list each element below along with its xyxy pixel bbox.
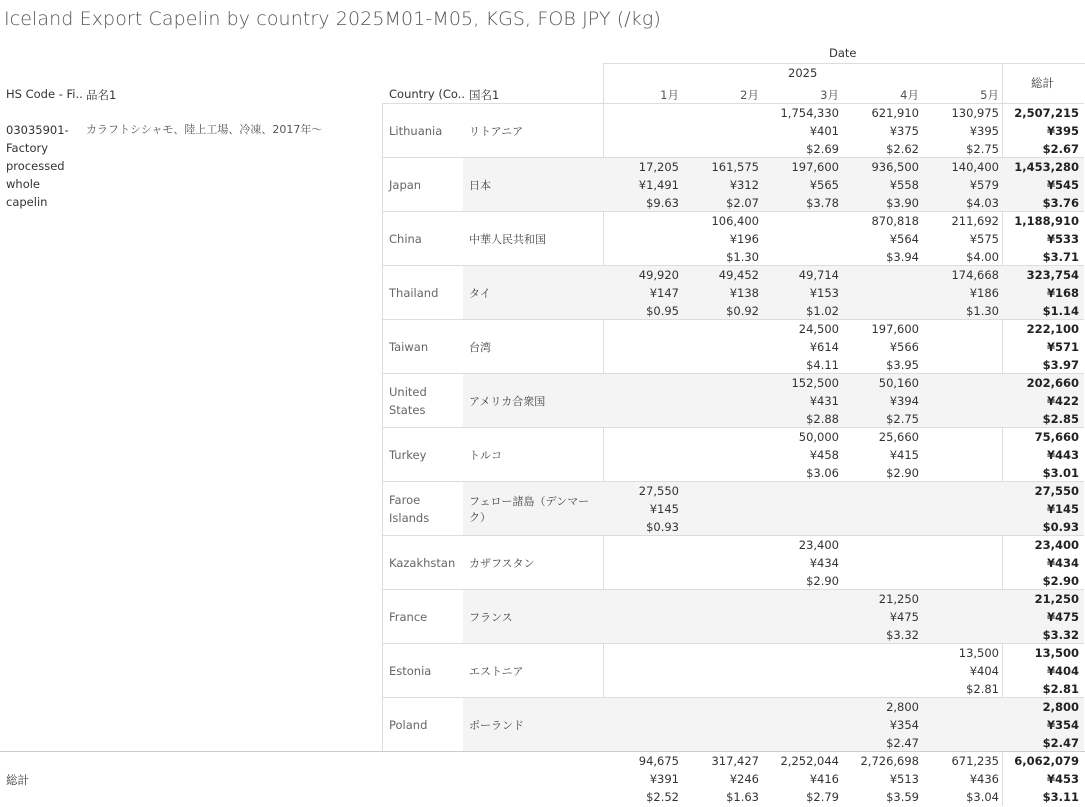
month-value-cell[interactable] xyxy=(764,374,839,428)
value-kgs: 21,250 xyxy=(878,592,919,606)
month-value-cell[interactable] xyxy=(844,536,919,590)
value-usd: $2.85 xyxy=(1042,412,1079,426)
value-usd: $2.79 xyxy=(806,790,839,804)
month-value-cell[interactable] xyxy=(764,158,839,212)
total-cell[interactable] xyxy=(1004,644,1079,698)
value-jpy: ¥422 xyxy=(1046,394,1079,408)
value-usd: $3.97 xyxy=(1042,358,1079,372)
value-jpy: ¥434 xyxy=(809,556,839,570)
month-value-cell[interactable] xyxy=(684,698,759,752)
month-value-cell[interactable] xyxy=(844,590,919,644)
value-jpy: ¥571 xyxy=(1046,340,1079,354)
hs-code-desc-line: whole xyxy=(6,177,41,191)
month-value-cell[interactable] xyxy=(924,482,999,536)
total-cell[interactable] xyxy=(1004,374,1079,428)
value-usd: $3.01 xyxy=(1042,466,1079,480)
total-column-header[interactable]: 総計 xyxy=(1031,76,1054,90)
value-usd: $1.02 xyxy=(806,304,839,318)
country-name-jp-cell[interactable]: エストニア xyxy=(469,665,524,678)
country-cell[interactable]: France xyxy=(389,610,428,624)
value-kgs: 211,692 xyxy=(951,214,999,228)
value-kgs: 317,427 xyxy=(711,754,759,768)
month-value-cell[interactable] xyxy=(924,590,999,644)
value-kgs: 50,000 xyxy=(798,430,839,444)
value-usd: $3.94 xyxy=(886,250,919,264)
value-jpy: ¥614 xyxy=(809,340,839,354)
table-row xyxy=(382,535,1084,590)
month-value-cell[interactable] xyxy=(684,752,759,806)
country-cell[interactable]: China xyxy=(389,232,422,246)
value-kgs: 94,675 xyxy=(638,754,679,768)
month-value-cell[interactable] xyxy=(604,374,679,428)
value-kgs: 2,800 xyxy=(886,700,919,714)
month-value-cell[interactable] xyxy=(684,374,759,428)
table-row xyxy=(382,427,1084,482)
month-value-cell[interactable] xyxy=(684,482,759,536)
value-usd: $3.90 xyxy=(886,196,919,210)
month-value-cell[interactable] xyxy=(924,644,999,698)
month-header-4[interactable]: 4月 xyxy=(900,88,919,102)
month-value-cell[interactable] xyxy=(924,374,999,428)
hs-code-desc-line: capelin xyxy=(6,195,48,209)
month-value-cell[interactable] xyxy=(844,266,919,320)
value-usd: $3.78 xyxy=(806,196,839,210)
year-column-header[interactable]: 2025 xyxy=(788,66,818,80)
month-value-cell[interactable] xyxy=(684,212,759,266)
month-value-cell[interactable] xyxy=(764,320,839,374)
month-value-cell[interactable] xyxy=(844,482,919,536)
country-name-jp-cell[interactable]: 日本 xyxy=(463,158,604,212)
month-value-cell[interactable] xyxy=(764,212,839,266)
month-value-cell[interactable] xyxy=(844,320,919,374)
value-jpy: ¥375 xyxy=(889,124,919,138)
value-usd: $4.03 xyxy=(966,196,999,210)
value-jpy: ¥145 xyxy=(1046,502,1079,516)
value-usd: $0.95 xyxy=(646,304,679,318)
value-usd: $2.67 xyxy=(1042,142,1079,156)
value-kgs: 24,500 xyxy=(798,322,839,336)
country-cell[interactable]: Thailand xyxy=(389,286,439,300)
value-usd: $9.63 xyxy=(646,196,679,210)
hs-code-cell[interactable] xyxy=(6,121,76,211)
value-usd: $0.93 xyxy=(646,520,679,534)
month-value-cell[interactable] xyxy=(684,428,759,482)
value-jpy: ¥354 xyxy=(1046,718,1079,732)
page-title: Iceland Export Capelin by country 2025M01-M05, KGS, FOB JPY (/kg) xyxy=(4,8,661,30)
table-row xyxy=(382,373,1084,428)
value-usd: $3.71 xyxy=(1042,250,1079,264)
month-value-cell[interactable] xyxy=(604,590,679,644)
value-jpy: ¥147 xyxy=(649,286,679,300)
value-jpy: ¥404 xyxy=(1046,664,1079,678)
value-usd: $1.30 xyxy=(966,304,999,318)
value-jpy: ¥391 xyxy=(649,772,679,786)
hs-code-header[interactable]: HS Code - Fi.. xyxy=(6,87,83,101)
country-cell[interactable]: Lithuania xyxy=(389,124,443,138)
row-value-cells xyxy=(604,266,1084,320)
value-usd: $2.52 xyxy=(646,790,679,804)
value-jpy: ¥475 xyxy=(1046,610,1079,624)
table-row xyxy=(382,319,1084,374)
value-jpy: ¥513 xyxy=(889,772,919,786)
value-kgs: 197,600 xyxy=(791,160,839,174)
value-jpy: ¥168 xyxy=(1046,286,1079,300)
value-kgs: 25,660 xyxy=(878,430,919,444)
value-kgs: 1,453,280 xyxy=(1014,160,1079,174)
value-usd: $2.62 xyxy=(886,142,919,156)
hs-code-desc-line: processed xyxy=(6,159,65,173)
month-value-cell[interactable] xyxy=(604,644,679,698)
value-kgs: 671,235 xyxy=(951,754,999,768)
value-kgs: 49,714 xyxy=(798,268,839,282)
country-name-jp-cell[interactable]: フランス xyxy=(463,590,604,644)
total-cell[interactable] xyxy=(1004,536,1079,590)
country-cell[interactable]: Kazakhstan xyxy=(389,556,456,570)
value-kgs: 130,975 xyxy=(951,106,999,120)
value-jpy: ¥579 xyxy=(969,178,999,192)
value-usd: $4.11 xyxy=(806,358,839,372)
total-cell[interactable] xyxy=(1004,752,1079,806)
month-value-cell[interactable] xyxy=(764,266,839,320)
total-cell[interactable] xyxy=(1004,104,1079,158)
row-value-cells xyxy=(604,158,1084,212)
value-jpy: ¥153 xyxy=(809,286,839,300)
value-kgs: 50,160 xyxy=(878,376,919,390)
value-usd: $3.95 xyxy=(886,358,919,372)
month-value-cell[interactable] xyxy=(924,752,999,806)
month-header-2[interactable]: 2月 xyxy=(740,88,759,102)
value-usd: $2.47 xyxy=(1042,736,1079,750)
country-cell[interactable]: Poland xyxy=(389,718,428,732)
month-value-cell[interactable] xyxy=(924,158,999,212)
value-kgs: 323,754 xyxy=(1026,268,1079,282)
month-value-cell[interactable] xyxy=(844,644,919,698)
value-kgs: 140,400 xyxy=(951,160,999,174)
value-kgs: 17,205 xyxy=(638,160,679,174)
value-usd: $3.59 xyxy=(886,790,919,804)
value-jpy: ¥138 xyxy=(729,286,759,300)
month-value-cell[interactable] xyxy=(764,104,839,158)
header-divider xyxy=(603,63,1085,64)
grand-total-label: 総計 xyxy=(6,773,29,787)
table-row xyxy=(382,103,1084,158)
country-cell[interactable]: Faroe Islands xyxy=(389,493,430,525)
month-value-cell[interactable] xyxy=(604,698,679,752)
month-value-cell[interactable] xyxy=(604,320,679,374)
value-jpy: ¥533 xyxy=(1046,232,1079,246)
month-value-cell[interactable] xyxy=(764,752,839,806)
value-kgs: 2,252,044 xyxy=(780,754,839,768)
value-kgs: 2,726,698 xyxy=(860,754,919,768)
value-usd: $2.81 xyxy=(1042,682,1079,696)
value-usd: $2.07 xyxy=(726,196,759,210)
month-value-cell[interactable] xyxy=(924,212,999,266)
month-value-cell[interactable] xyxy=(684,536,759,590)
value-jpy: ¥354 xyxy=(889,718,919,732)
value-usd: $2.69 xyxy=(806,142,839,156)
row-value-cells xyxy=(604,104,1084,158)
value-jpy: ¥1,491 xyxy=(638,178,679,192)
row-value-cells xyxy=(604,698,1084,752)
value-jpy: ¥404 xyxy=(969,664,999,678)
month-value-cell[interactable] xyxy=(764,428,839,482)
month-value-cell[interactable] xyxy=(844,158,919,212)
value-kgs: 2,507,215 xyxy=(1014,106,1079,120)
value-usd: $0.93 xyxy=(1042,520,1079,534)
row-value-cells xyxy=(604,374,1084,428)
grand-total-cells xyxy=(604,752,1084,806)
country-cell[interactable]: Japan xyxy=(389,178,422,192)
value-kgs: 23,400 xyxy=(1034,538,1079,552)
month-value-cell[interactable] xyxy=(684,320,759,374)
value-kgs: 161,575 xyxy=(711,160,759,174)
value-jpy: ¥395 xyxy=(969,124,999,138)
value-usd: $2.90 xyxy=(1042,574,1079,588)
month-value-cell[interactable] xyxy=(684,158,759,212)
value-kgs: 621,910 xyxy=(871,106,919,120)
month-value-cell[interactable] xyxy=(684,644,759,698)
header-divider xyxy=(603,63,604,103)
month-value-cell[interactable] xyxy=(844,428,919,482)
value-kgs: 222,100 xyxy=(1026,322,1079,336)
value-usd: $2.90 xyxy=(886,466,919,480)
value-jpy: ¥558 xyxy=(889,178,919,192)
date-column-header[interactable]: Date xyxy=(829,46,857,60)
month-value-cell[interactable] xyxy=(924,320,999,374)
value-jpy: ¥475 xyxy=(889,610,919,624)
month-value-cell[interactable] xyxy=(604,212,679,266)
country-name-jp-cell[interactable]: アメリカ合衆国 xyxy=(463,374,604,428)
month-value-cell[interactable] xyxy=(924,104,999,158)
row-value-cells xyxy=(604,428,1084,482)
value-usd: $2.75 xyxy=(966,142,999,156)
value-usd: $2.81 xyxy=(966,682,999,696)
country-name-jp-cell[interactable]: フェロー諸島（デンマーク） xyxy=(463,482,604,536)
country-name-jp-cell[interactable]: 台湾 xyxy=(469,341,491,354)
month-value-cell[interactable] xyxy=(764,590,839,644)
month-value-cell[interactable] xyxy=(844,698,919,752)
value-usd: $3.76 xyxy=(1042,196,1079,210)
total-cell[interactable] xyxy=(1004,428,1079,482)
month-value-cell[interactable] xyxy=(604,482,679,536)
month-value-cell[interactable] xyxy=(924,698,999,752)
value-usd: $1.63 xyxy=(726,790,759,804)
value-jpy: ¥416 xyxy=(809,772,839,786)
value-kgs: 2,800 xyxy=(1042,700,1079,714)
country-name-jp-cell[interactable]: 中華人民共和国 xyxy=(469,233,546,246)
value-kgs: 6,062,079 xyxy=(1014,754,1079,768)
month-value-cell[interactable] xyxy=(764,698,839,752)
row-value-cells xyxy=(604,590,1084,644)
value-usd: $2.90 xyxy=(806,574,839,588)
table-row xyxy=(382,697,1084,752)
table-row xyxy=(382,157,1084,212)
row-value-cells xyxy=(604,320,1084,374)
value-usd: $2.88 xyxy=(806,412,839,426)
value-usd: $3.32 xyxy=(886,628,919,642)
value-jpy: ¥453 xyxy=(1046,772,1079,786)
value-jpy: ¥186 xyxy=(969,286,999,300)
month-value-cell[interactable] xyxy=(604,428,679,482)
value-jpy: ¥436 xyxy=(969,772,999,786)
table-row xyxy=(382,265,1084,320)
total-cell[interactable] xyxy=(1004,212,1079,266)
table-row xyxy=(382,211,1084,266)
country-name-jp-cell[interactable]: リトアニア xyxy=(469,125,524,138)
table-row xyxy=(382,481,1084,536)
value-kgs: 1,754,330 xyxy=(780,106,839,120)
value-jpy: ¥434 xyxy=(1046,556,1079,570)
value-kgs: 75,660 xyxy=(1034,430,1079,444)
month-value-cell[interactable] xyxy=(924,536,999,590)
value-kgs: 197,600 xyxy=(871,322,919,336)
country-cell[interactable]: United States xyxy=(389,385,427,417)
value-jpy: ¥145 xyxy=(649,502,679,516)
month-value-cell[interactable] xyxy=(924,266,999,320)
total-cell[interactable] xyxy=(1004,320,1079,374)
value-usd: $3.32 xyxy=(1042,628,1079,642)
value-kgs: 870,818 xyxy=(871,214,919,228)
value-kgs: 13,500 xyxy=(958,646,999,660)
month-value-cell[interactable] xyxy=(604,104,679,158)
month-value-cell[interactable] xyxy=(684,266,759,320)
value-usd: $3.04 xyxy=(966,790,999,804)
value-kgs: 13,500 xyxy=(1034,646,1079,660)
value-kgs: 106,400 xyxy=(711,214,759,228)
table-row xyxy=(382,643,1084,698)
value-jpy: ¥415 xyxy=(889,448,919,462)
month-value-cell[interactable] xyxy=(924,428,999,482)
total-cell[interactable] xyxy=(1004,266,1079,320)
country-cell[interactable]: Taiwan xyxy=(389,340,429,354)
hs-code-desc-line: Factory xyxy=(6,141,49,155)
value-kgs: 202,660 xyxy=(1026,376,1079,390)
country-name-jp-cell[interactable]: タイ xyxy=(463,266,604,320)
row-value-cells xyxy=(604,482,1084,536)
value-kgs: 152,500 xyxy=(791,376,839,390)
value-jpy: ¥394 xyxy=(889,394,919,408)
country-header[interactable]: Country (Co.. xyxy=(389,87,466,101)
total-cell[interactable] xyxy=(1004,698,1079,752)
month-value-cell[interactable] xyxy=(604,158,679,212)
country-cell[interactable]: Turkey xyxy=(389,448,427,462)
grand-total-row xyxy=(0,751,1085,807)
value-kgs: 936,500 xyxy=(871,160,919,174)
value-kgs: 174,668 xyxy=(951,268,999,282)
value-jpy: ¥312 xyxy=(729,178,759,192)
total-cell[interactable] xyxy=(1004,482,1079,536)
header-divider xyxy=(1002,63,1003,103)
value-jpy: ¥564 xyxy=(889,232,919,246)
month-value-cell[interactable] xyxy=(844,212,919,266)
table-row xyxy=(382,589,1084,644)
month-value-cell[interactable] xyxy=(844,374,919,428)
value-jpy: ¥545 xyxy=(1046,178,1079,192)
month-value-cell[interactable] xyxy=(684,104,759,158)
value-kgs: 1,188,910 xyxy=(1014,214,1079,228)
value-jpy: ¥196 xyxy=(729,232,759,246)
value-jpy: ¥431 xyxy=(809,394,839,408)
item-name-cell[interactable]: カラフトシシャモ、陸上工場、冷凍、2017年～ xyxy=(86,123,323,136)
value-usd: $3.11 xyxy=(1042,790,1079,804)
value-kgs: 49,452 xyxy=(718,268,759,282)
value-jpy: ¥566 xyxy=(889,340,919,354)
value-usd: $0.92 xyxy=(726,304,759,318)
month-value-cell[interactable] xyxy=(684,590,759,644)
value-jpy: ¥565 xyxy=(809,178,839,192)
month-value-cell[interactable] xyxy=(604,536,679,590)
value-kgs: 27,550 xyxy=(638,484,679,498)
value-usd: $1.30 xyxy=(726,250,759,264)
month-header-1[interactable]: 1月 xyxy=(660,88,679,102)
country-name-jp-cell[interactable]: カザフスタン xyxy=(469,557,535,570)
country-cell[interactable]: Estonia xyxy=(389,664,432,678)
row-value-cells xyxy=(604,644,1084,698)
month-value-cell[interactable] xyxy=(764,482,839,536)
value-usd: $1.14 xyxy=(1042,304,1079,318)
value-kgs: 21,250 xyxy=(1034,592,1079,606)
row-value-cells xyxy=(604,536,1084,590)
value-usd: $3.06 xyxy=(806,466,839,480)
hs-code-number: 03035901- xyxy=(6,123,69,137)
value-jpy: ¥401 xyxy=(809,124,839,138)
total-cell[interactable] xyxy=(1004,158,1079,212)
month-value-cell[interactable] xyxy=(764,536,839,590)
value-kgs: 27,550 xyxy=(1034,484,1079,498)
month-value-cell[interactable] xyxy=(844,752,919,806)
country-name-jp-cell[interactable]: トルコ xyxy=(469,449,502,462)
month-header-5[interactable]: 5月 xyxy=(980,88,999,102)
total-cell[interactable] xyxy=(1004,590,1079,644)
value-kgs: 49,920 xyxy=(638,268,679,282)
value-jpy: ¥246 xyxy=(729,772,759,786)
month-value-cell[interactable] xyxy=(604,752,679,806)
month-value-cell[interactable] xyxy=(764,644,839,698)
month-value-cell[interactable] xyxy=(604,266,679,320)
value-jpy: ¥458 xyxy=(809,448,839,462)
value-jpy: ¥575 xyxy=(969,232,999,246)
value-kgs: 23,400 xyxy=(798,538,839,552)
value-jpy: ¥443 xyxy=(1046,448,1079,462)
country-name-header[interactable]: 国名1 xyxy=(469,88,500,102)
value-usd: $2.75 xyxy=(886,412,919,426)
item-name-header[interactable]: 品名1 xyxy=(86,88,117,102)
value-usd: $4.00 xyxy=(966,250,999,264)
month-value-cell[interactable] xyxy=(844,104,919,158)
country-name-jp-cell[interactable]: ポーランド xyxy=(463,698,604,752)
month-header-3[interactable]: 3月 xyxy=(820,88,839,102)
value-usd: $2.47 xyxy=(886,736,919,750)
row-value-cells xyxy=(604,212,1084,266)
value-jpy: ¥395 xyxy=(1046,124,1079,138)
